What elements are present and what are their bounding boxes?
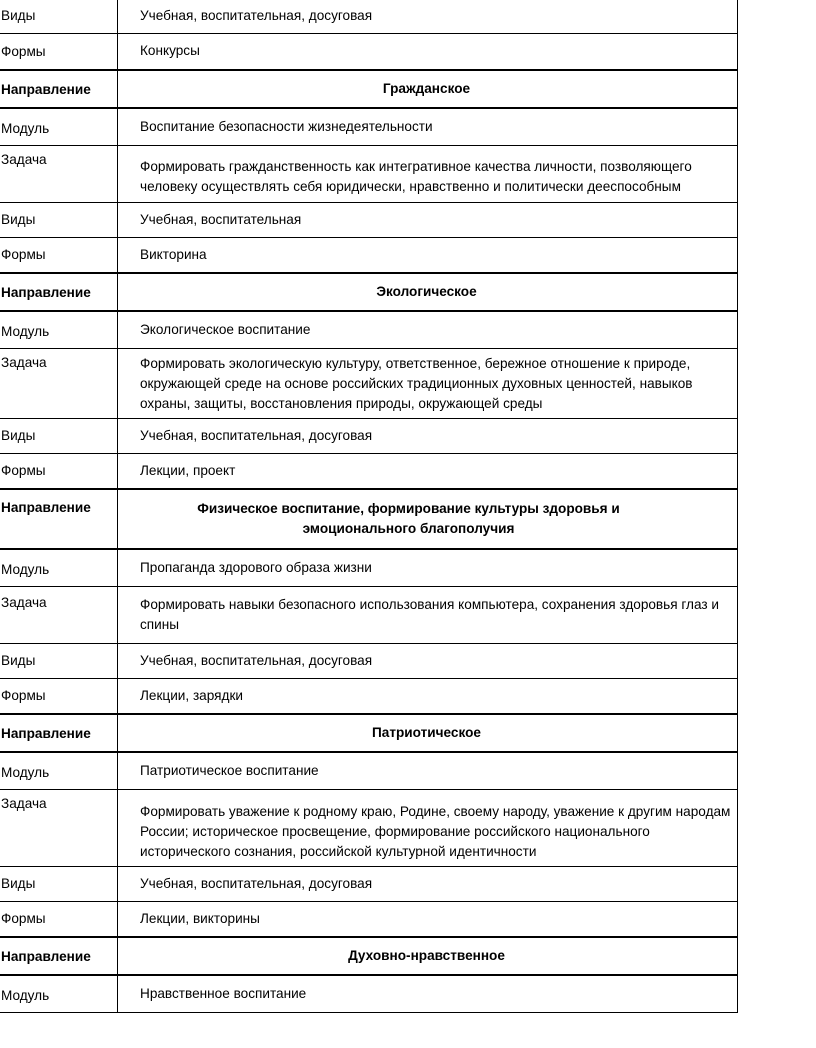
table-row <box>0 419 738 454</box>
table-row <box>0 867 738 902</box>
table-row <box>0 679 738 714</box>
row-value: Учебная, воспитательная, досуговая <box>118 0 738 34</box>
row-label: Формы <box>0 454 118 489</box>
table-row <box>0 454 738 489</box>
table-row <box>0 238 738 273</box>
row-value: Лекции, зарядки <box>118 679 738 714</box>
row-value: Лекции, викторины <box>118 902 738 937</box>
direction-row <box>0 70 738 108</box>
table-row <box>0 587 738 644</box>
table-row <box>0 108 738 146</box>
row-label: Формы <box>0 34 118 70</box>
table-row <box>0 975 738 1013</box>
row-value: Формировать уважение к родному краю, Родине, своему народу, уважение к другим народам России; историческое просвещение, формирование российского национального исторического сознания, российской культурной идентичности <box>118 790 738 867</box>
row-label: Направление <box>0 70 118 108</box>
table-row <box>0 203 738 238</box>
row-label: Задача <box>0 790 118 867</box>
row-value: Лекции, проект <box>118 454 738 489</box>
row-label: Модуль <box>0 975 118 1013</box>
row-label: Виды <box>0 203 118 238</box>
direction-title: Гражданское <box>118 70 738 108</box>
row-label: Задача <box>0 349 118 419</box>
table-row <box>0 0 738 34</box>
table-row <box>0 752 738 790</box>
row-label: Формы <box>0 238 118 273</box>
table-row <box>0 644 738 679</box>
row-value: Патриотическое воспитание <box>118 752 738 790</box>
row-label: Задача <box>0 146 118 203</box>
row-label: Направление <box>0 489 118 549</box>
table-row <box>0 349 738 419</box>
row-value: Учебная, воспитательная, досуговая <box>118 644 738 679</box>
row-label: Модуль <box>0 549 118 587</box>
direction-title: Духовно-нравственное <box>118 937 738 975</box>
row-value: Учебная, воспитательная, досуговая <box>118 867 738 902</box>
row-value: Формировать гражданственность как интегративное качества личности, позволяющего человеку осуществлять себя юридически, нравственно и политически дееспособным <box>118 146 738 203</box>
row-value: Пропаганда здорового образа жизни <box>118 549 738 587</box>
row-value: Формировать экологическую культуру, ответственное, бережное отношение к природе, окружающей среде на основе российских традиционных духовных ценностей, навыков охраны, защиты, восстановления природы, окружающей среды <box>118 349 738 419</box>
row-label: Модуль <box>0 108 118 146</box>
direction-row <box>0 714 738 752</box>
row-label: Виды <box>0 644 118 679</box>
row-value: Учебная, воспитательная, досуговая <box>118 419 738 454</box>
row-value: Нравственное воспитание <box>118 975 738 1013</box>
direction-title: Экологическое <box>118 273 738 311</box>
table-row <box>0 549 738 587</box>
direction-title: Физическое воспитание, формирование культуры здоровья и эмоционального благополучия <box>118 489 738 549</box>
row-label: Направление <box>0 937 118 975</box>
row-label: Направление <box>0 714 118 752</box>
direction-title: Патриотическое <box>118 714 738 752</box>
direction-row <box>0 273 738 311</box>
table-row <box>0 902 738 937</box>
row-label: Виды <box>0 867 118 902</box>
row-value: Формировать навыки безопасного использования компьютера, сохранения здоровья глаз и спины <box>118 587 738 644</box>
row-label: Виды <box>0 0 118 34</box>
table-row <box>0 790 738 867</box>
row-label: Модуль <box>0 752 118 790</box>
row-value: Викторина <box>118 238 738 273</box>
direction-row <box>0 937 738 975</box>
table-row <box>0 146 738 203</box>
row-label: Формы <box>0 679 118 714</box>
row-label: Модуль <box>0 311 118 349</box>
row-label: Виды <box>0 419 118 454</box>
row-label: Направление <box>0 273 118 311</box>
table-row <box>0 311 738 349</box>
row-value: Экологическое воспитание <box>118 311 738 349</box>
row-label: Формы <box>0 902 118 937</box>
row-value: Воспитание безопасности жизнедеятельности <box>118 108 738 146</box>
row-label: Задача <box>0 587 118 644</box>
row-value: Конкурсы <box>118 34 738 70</box>
row-value: Учебная, воспитательная <box>118 203 738 238</box>
direction-row <box>0 489 738 549</box>
table-row <box>0 34 738 70</box>
